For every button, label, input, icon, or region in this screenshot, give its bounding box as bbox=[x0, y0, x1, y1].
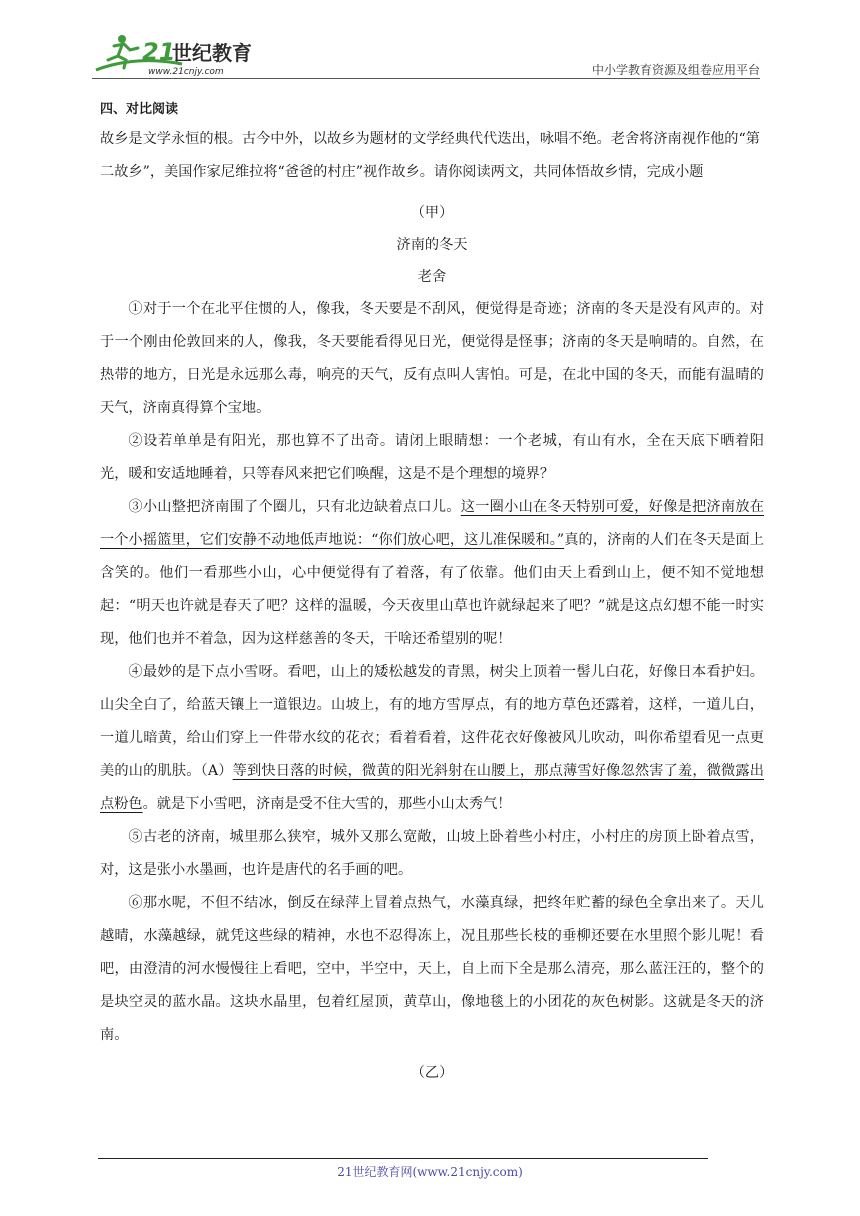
part-b-label: （乙） bbox=[410, 1065, 454, 1081]
article-author: 老舍 bbox=[417, 269, 447, 285]
underlined-sentence-3: 这一圈小山在冬天特别可爱，好像是把济南放在一个小摇篮里，它们安静不动地低声地说：“你们放心吧，这儿准保暖和。” bbox=[100, 499, 764, 548]
paragraph-4-end: 。就是下小雪吧，济南是受不住大雪的，那些小山太秀气！ bbox=[142, 796, 512, 812]
svg-text:www.21cnjy.com: www.21cnjy.com bbox=[148, 67, 224, 77]
runner-logo-icon bbox=[92, 30, 262, 78]
section-title: 四、对比阅读 bbox=[100, 102, 179, 117]
intro-paragraph: 故乡是文学永恒的根。古今中外，以故乡为题材的文学经典代代迭出，咏唱不绝。老舍将济南视作他的“第二故乡”，美国作家尼维拉将“爸爸的村庄”视作故乡。请你阅读两文，共同体悟故乡情，完成小题 bbox=[100, 131, 760, 180]
paragraph-3-end: 真的，济南的人们在冬天是面上含笑的。他们一看那些小山，心中便觉得有了着落，有了依靠。他们由天上看到山上，便不知不觉地想起：“明天也许就是春天了吧？这样的温暖，今天夜里山草也许就绿起来了吧？”就是这点幻想不能一时实现，他们也并不着急，因为这样慈善的冬天，干啥还希望别的呢！ bbox=[100, 532, 764, 647]
paragraph-6: ⑥那水呢，不但不结冰，倒反在绿萍上冒着点热气，水藻真绿，把终年贮蓄的绿色全拿出来了。天儿越晴，水藻越绿，就凭这些绿的精神，水也不忍得冻上，况且那些长枝的垂柳还要在水里照个影儿呢！看吧，由澄清的河水慢慢往上看吧，空中，半空中，天上，自上而下全是那么清亮，那么蓝汪汪的，整个的是块空灵的蓝水晶。这块水晶里，包着红屋顶，黄草山，像地毯上的小团花的灰色树影。这就是冬天的济南。 bbox=[100, 895, 764, 1043]
document-body bbox=[100, 97, 764, 1088]
svg-text:世纪教育: 世纪教育 bbox=[172, 41, 252, 65]
svg-text:21: 21 bbox=[142, 38, 176, 66]
article-title: 济南的冬天 bbox=[396, 237, 468, 253]
paragraph-3-start: ③小山整把济南围了个圈儿，只有北边缺着点口儿。 bbox=[128, 499, 461, 515]
paragraph-4 bbox=[100, 656, 764, 821]
footer-link[interactable]: 21世纪教育网(www.21cnjy.com) bbox=[337, 1165, 523, 1179]
paragraph-1: ①对于一个在北平住惯的人，像我，冬天要是不刮风，便觉得是奇迹；济南的冬天是没有风声的。对于一个刚由伦敦回来的人，像我，冬天要能看得见日光，便觉得是怪事；济南的冬天是响晴的。自然，在热带的地方，日光是永远那么毒，响亮的天气，反有点叫人害怕。可是，在北中国的冬天，而能有温晴的天气，济南真得算个宝地。 bbox=[100, 301, 764, 416]
underlined-sentence-a: 等到快日落的时候，微黄的阳光斜射在山腰上，那点薄雪好像忽然害了羞，微微露出点粉色 bbox=[100, 763, 764, 812]
header-platform-text: 中小学教育资源及组卷应用平台 bbox=[591, 63, 760, 77]
paragraph-5: ⑤古老的济南，城里那么狭窄，城外又那么宽敞，山坡上卧着些小村庄，小村庄的房顶上卧着点雪，对，这是张小水墨画，也许是唐代的名手画的吧。 bbox=[100, 829, 764, 878]
paragraph-4-start: ④最妙的是下点小雪呀。看吧，山上的矮松越发的青黑，树尖上顶着一髻儿白花，好像日本看护妇。山尖全白了，给蓝天镶上一道银边。山坡上，有的地方雪厚点，有的地方草色还露着，这样，一道儿白，一道儿暗黄，给山们穿上一件带水纹的花衣；看着看着，这件花衣好像被风儿吹动，叫你希望看见一点更美的山的肌肤。 bbox=[100, 664, 764, 779]
paragraph-3 bbox=[100, 491, 764, 656]
header-divider bbox=[92, 78, 760, 79]
marker-a: （A） bbox=[200, 763, 233, 779]
page-header bbox=[92, 30, 760, 78]
paragraph-2: ②设若单单是有阳光，那也算不了出奇。请闭上眼睛想：一个老城，有山有水，全在天底下晒着阳光，暖和安适地睡着，只等春风来把它们唤醒，这是不是个理想的境界？ bbox=[100, 433, 764, 482]
part-a-label: （甲） bbox=[410, 205, 454, 221]
footer-divider bbox=[98, 1158, 708, 1159]
site-logo[interactable] bbox=[92, 30, 262, 78]
